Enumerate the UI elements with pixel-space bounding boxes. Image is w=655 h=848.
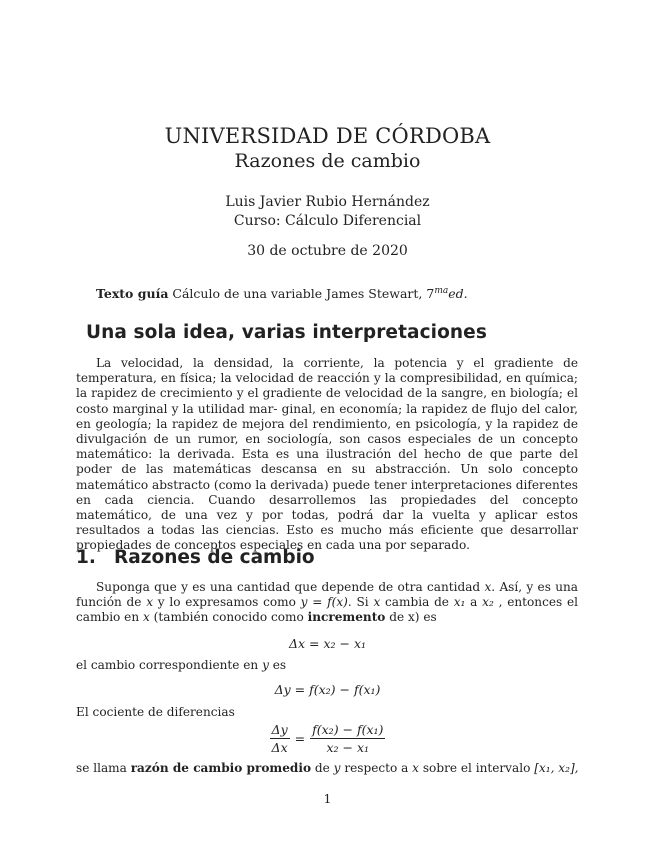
- text-run: . Así, y es una función de: [76, 580, 578, 610]
- text-run: a: [465, 595, 483, 610]
- section-heading-1: [76, 547, 315, 568]
- equation-delta-y: Δy = f(x₂) − f(x₁): [274, 682, 381, 697]
- edition-superscript: ma: [434, 286, 449, 296]
- text-run: y lo expresamos como: [153, 595, 301, 610]
- section-title: Razones de cambio: [114, 547, 315, 568]
- fraction-left: [270, 722, 290, 755]
- section-number: 1.: [76, 547, 96, 568]
- guide-label: Texto guía: [96, 286, 169, 302]
- math-var: x: [142, 610, 150, 625]
- intro-paragraph: La velocidad, la densidad, la corriente, la potencia y el gradiente de temperatura, en física; la velocidad de reacción y la compresibilidad, en química; la rapidez de crecimiento y el gradiente de velocidad de la sangre, en biología; el costo marginal y la utilidad mar- ginal, en economía; la rapidez de flujo del calor, en geología; la rapidez de mejora del rendimiento, en psicología, y la rapidez de divulgación de un rumor, en sociología, son casos especiales de un concepto matemático: la derivada. Esta es una ilustración del hecho de que parte del poder de las matemáticas descansa en su abstracción. Un solo concepto matemático abstracto (como la derivada) puede tener interpretaciones diferentes en cada ciencia. Cuando desarrollemos las propiedades del concepto matemático, de una vez y por todas, podrá dar la vuelta y aplicar estos resultados a todas las ciencias. Esto es mucho más eficiente que desarrollar propiedades de conceptos especiales en cada una por separado.: [76, 356, 578, 553]
- math-var: y: [333, 761, 341, 775]
- text-run: de x) es: [385, 610, 437, 625]
- equals-sign: =: [294, 731, 306, 746]
- math-var: x: [373, 595, 381, 610]
- guide-text: Cálculo de una variable James Stewart, 7: [172, 286, 435, 302]
- text-run: . Si: [347, 595, 374, 610]
- text-run: el cambio correspondiente en: [76, 658, 263, 672]
- math-var: x₂: [482, 595, 494, 610]
- math-var: x: [146, 595, 154, 610]
- math-expression: y = f(x): [300, 595, 348, 610]
- author-name: Luis Javier Rubio Hernández: [225, 194, 430, 210]
- equation-delta-x: Δx = x₂ − x₁: [288, 636, 367, 651]
- text-run: (también conocido como: [149, 610, 308, 625]
- section-heading-intro: Una sola idea, varias interpretaciones: [86, 322, 487, 343]
- math-interval: [x₁, x₂],: [534, 761, 579, 775]
- text-run: , entonces el cambio en: [76, 595, 579, 625]
- text-run: cambia de: [380, 595, 454, 610]
- math-var: y: [262, 658, 269, 672]
- page-number: 1: [323, 791, 332, 806]
- document-subtitle: Razones de cambio: [234, 150, 421, 172]
- math-var: x: [412, 761, 419, 775]
- text-run: respecto a: [340, 761, 413, 775]
- fraction-right: [310, 722, 385, 755]
- text-run: Suponga que y es una cantidad que depende de otra cantidad: [96, 580, 485, 594]
- fraction-bar: [270, 738, 290, 739]
- bold-term: incremento: [307, 610, 386, 625]
- text-line-cociente: El cociente de diferencias: [76, 705, 235, 719]
- text-run: sobre el intervalo: [419, 761, 535, 775]
- university-title: UNIVERSIDAD DE CÓRDOBA: [164, 124, 491, 148]
- text-run: se llama: [76, 761, 131, 775]
- text-line-razon: [76, 761, 579, 775]
- fraction-denominator: Δx: [271, 740, 288, 755]
- bold-term: razón de cambio promedio: [130, 761, 312, 775]
- edition-suffix: ed.: [448, 286, 468, 302]
- fraction-denominator: x₂ − x₁: [326, 740, 370, 755]
- fraction-numerator: f(x₂) − f(x₁): [312, 722, 384, 737]
- fraction-bar: [310, 738, 385, 739]
- math-var: x: [484, 580, 492, 594]
- fraction-numerator: Δy: [271, 722, 288, 737]
- difference-quotient-equation: [0, 722, 655, 755]
- course-name: Curso: Cálculo Diferencial: [233, 213, 422, 229]
- math-var: x₁: [453, 595, 466, 610]
- section-1-paragraph: [76, 580, 578, 626]
- text-run: es: [268, 658, 287, 672]
- text-run: de: [311, 761, 334, 775]
- text-line-cambio: [76, 658, 286, 672]
- document-date: 30 de octubre de 2020: [247, 243, 408, 259]
- guide-text-line: [96, 286, 468, 301]
